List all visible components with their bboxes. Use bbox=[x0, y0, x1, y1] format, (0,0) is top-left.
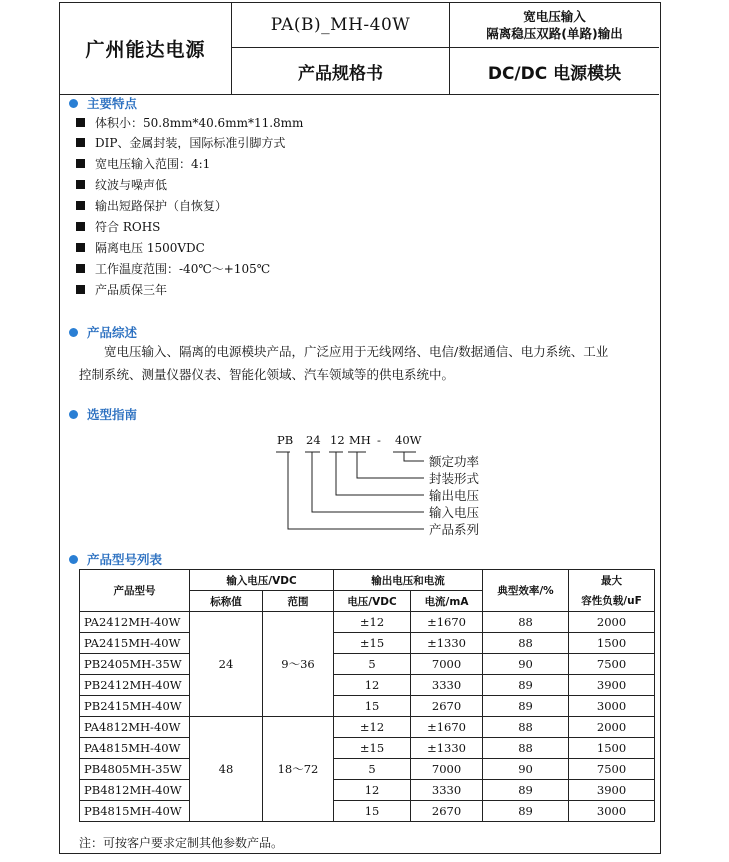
table-body bbox=[80, 612, 655, 822]
model-name: PA(B)_MH-40W bbox=[232, 3, 450, 48]
cell-current: ±1330 bbox=[411, 738, 483, 759]
cell-voltage: ±12 bbox=[334, 612, 411, 633]
feature-text: 纹波与噪声低 bbox=[95, 178, 168, 193]
product-table bbox=[79, 569, 655, 822]
cell-capacitive: 7500 bbox=[569, 759, 655, 780]
cell-model: PA2415MH-40W bbox=[80, 633, 190, 654]
cell-current: 3330 bbox=[411, 780, 483, 801]
cell-voltage: 12 bbox=[334, 675, 411, 696]
code-input: 24 bbox=[306, 433, 321, 447]
cell-efficiency: 90 bbox=[483, 654, 569, 675]
th-current: 电流/mA bbox=[411, 591, 483, 612]
cell-capacitive: 3000 bbox=[569, 801, 655, 822]
table-row bbox=[80, 717, 655, 738]
label-rated-power: 额定功率 bbox=[429, 454, 480, 469]
feature-text: 输出短路保护（自恢复） bbox=[95, 199, 228, 214]
cell-efficiency: 90 bbox=[483, 759, 569, 780]
cell-model: PB4812MH-40W bbox=[80, 780, 190, 801]
cell-capacitive: 3900 bbox=[569, 675, 655, 696]
cell-efficiency: 89 bbox=[483, 801, 569, 822]
table-title: 产品型号列表 bbox=[87, 552, 163, 567]
table-header-row bbox=[80, 570, 655, 591]
th-model: 产品型号 bbox=[80, 570, 190, 612]
cell-model: PA4812MH-40W bbox=[80, 717, 190, 738]
code-power: 40W bbox=[395, 433, 422, 447]
cell-voltage: 15 bbox=[334, 801, 411, 822]
feature-text: 工作温度范围：-40℃～+105℃ bbox=[95, 261, 271, 276]
cell-capacitive: 2000 bbox=[569, 612, 655, 633]
cell-voltage: 5 bbox=[334, 759, 411, 780]
feature-text: 体积小：50.8mm*40.6mm*11.8mm bbox=[95, 115, 304, 130]
cell-efficiency: 89 bbox=[483, 675, 569, 696]
table-row bbox=[80, 780, 655, 801]
th-range: 范围 bbox=[263, 591, 334, 612]
table-heading bbox=[69, 550, 162, 568]
cell-current: 2670 bbox=[411, 696, 483, 717]
feature-text: 产品质保三年 bbox=[95, 282, 168, 297]
table-row bbox=[80, 759, 655, 780]
cell-voltage: 12 bbox=[334, 780, 411, 801]
cell-model: PB2415MH-40W bbox=[80, 696, 190, 717]
cell-model: PB4805MH-35W bbox=[80, 759, 190, 780]
cell-voltage: ±15 bbox=[334, 633, 411, 654]
code-dash: - bbox=[377, 433, 381, 447]
desc-line-1: 宽电压输入 bbox=[523, 9, 586, 24]
cell-model: PA4815MH-40W bbox=[80, 738, 190, 759]
features-title: 主要特点 bbox=[87, 96, 138, 111]
cell-voltage: ±12 bbox=[334, 717, 411, 738]
cell-voltage: 15 bbox=[334, 696, 411, 717]
th-voltage: 电压/VDC bbox=[334, 591, 411, 612]
cell-capacitive: 3000 bbox=[569, 696, 655, 717]
cell-efficiency: 88 bbox=[483, 612, 569, 633]
cell-voltage: ±15 bbox=[334, 738, 411, 759]
table-row bbox=[80, 654, 655, 675]
cell-voltage: 5 bbox=[334, 654, 411, 675]
cell-current: 7000 bbox=[411, 759, 483, 780]
company-name: 广州能达电源 bbox=[60, 3, 232, 94]
cell-current: 3330 bbox=[411, 675, 483, 696]
feature-text: 符合 ROHS bbox=[95, 220, 161, 234]
th-max: 最大 bbox=[601, 574, 623, 587]
cell-model: PB2405MH-35W bbox=[80, 654, 190, 675]
code-output: 12 bbox=[330, 433, 345, 447]
table-row bbox=[80, 612, 655, 633]
label-input-voltage: 输入电压 bbox=[429, 505, 480, 520]
th-output: 输出电压和电流 bbox=[334, 570, 483, 591]
cell-efficiency: 89 bbox=[483, 696, 569, 717]
overview-line-2: 控制系统、测量仪器仪表、智能化领域、汽车领域等的供电系统中。 bbox=[79, 367, 455, 382]
cell-efficiency: 88 bbox=[483, 633, 569, 654]
th-input: 输入电压/VDC bbox=[190, 570, 334, 591]
cell-current: ±1670 bbox=[411, 717, 483, 738]
feature-text: 隔离电压 1500VDC bbox=[95, 240, 205, 255]
cell-current: ±1330 bbox=[411, 633, 483, 654]
selection-diagram bbox=[60, 3, 659, 563]
cell-capacitive: 7500 bbox=[569, 654, 655, 675]
feature-text: DIP、金属封装，国际标准引脚方式 bbox=[95, 136, 286, 151]
cell-current: 2670 bbox=[411, 801, 483, 822]
cell-efficiency: 88 bbox=[483, 717, 569, 738]
table-note: 注：可按客户要求定制其他参数产品。 bbox=[79, 836, 284, 850]
table-row bbox=[80, 738, 655, 759]
cell-efficiency: 89 bbox=[483, 780, 569, 801]
cell-capacitive: 1500 bbox=[569, 633, 655, 654]
th-efficiency: 典型效率/% bbox=[483, 570, 569, 612]
cell-efficiency: 88 bbox=[483, 738, 569, 759]
selection-title: 选型指南 bbox=[87, 407, 138, 422]
table-row bbox=[80, 675, 655, 696]
document-frame bbox=[59, 2, 661, 854]
cell-capacitive: 1500 bbox=[569, 738, 655, 759]
cell-current: ±1670 bbox=[411, 612, 483, 633]
cell-current: 7000 bbox=[411, 654, 483, 675]
th-nominal: 标称值 bbox=[190, 591, 263, 612]
table-row bbox=[80, 633, 655, 654]
code-package: MH bbox=[349, 433, 371, 447]
cell-nominal: 48 bbox=[190, 717, 263, 822]
desc-line-2: 隔离稳压双路(单路)输出 bbox=[486, 26, 623, 41]
cell-model: PB4815MH-40W bbox=[80, 801, 190, 822]
th-capacitive bbox=[569, 570, 655, 612]
label-output-voltage: 输出电压 bbox=[429, 488, 480, 503]
cell-model: PA2412MH-40W bbox=[80, 612, 190, 633]
code-series: PB bbox=[277, 433, 294, 447]
overview-title: 产品综述 bbox=[87, 325, 138, 340]
table-row bbox=[80, 696, 655, 717]
doc-type: 产品规格书 bbox=[232, 48, 450, 94]
cell-range: 9～36 bbox=[263, 612, 334, 717]
label-series: 产品系列 bbox=[429, 522, 480, 537]
cell-nominal: 24 bbox=[190, 612, 263, 717]
feature-text: 宽电压输入范围：4:1 bbox=[95, 157, 211, 172]
selection-leader-lines bbox=[60, 3, 659, 563]
cell-capacitive: 2000 bbox=[569, 717, 655, 738]
label-package: 封装形式 bbox=[429, 471, 480, 486]
module-type: DC/DC 电源模块 bbox=[487, 63, 622, 84]
bullet-dot-icon bbox=[69, 555, 78, 564]
cell-range: 18～72 bbox=[263, 717, 334, 822]
cell-model: PB2412MH-40W bbox=[80, 675, 190, 696]
th-cap-load: 容性负载/uF bbox=[581, 594, 642, 607]
table-row bbox=[80, 801, 655, 822]
overview-line-1: 宽电压输入、隔离的电源模块产品，广泛应用于无线网络、电信/数据通信、电力系统、工业 bbox=[104, 344, 609, 359]
cell-capacitive: 3900 bbox=[569, 780, 655, 801]
